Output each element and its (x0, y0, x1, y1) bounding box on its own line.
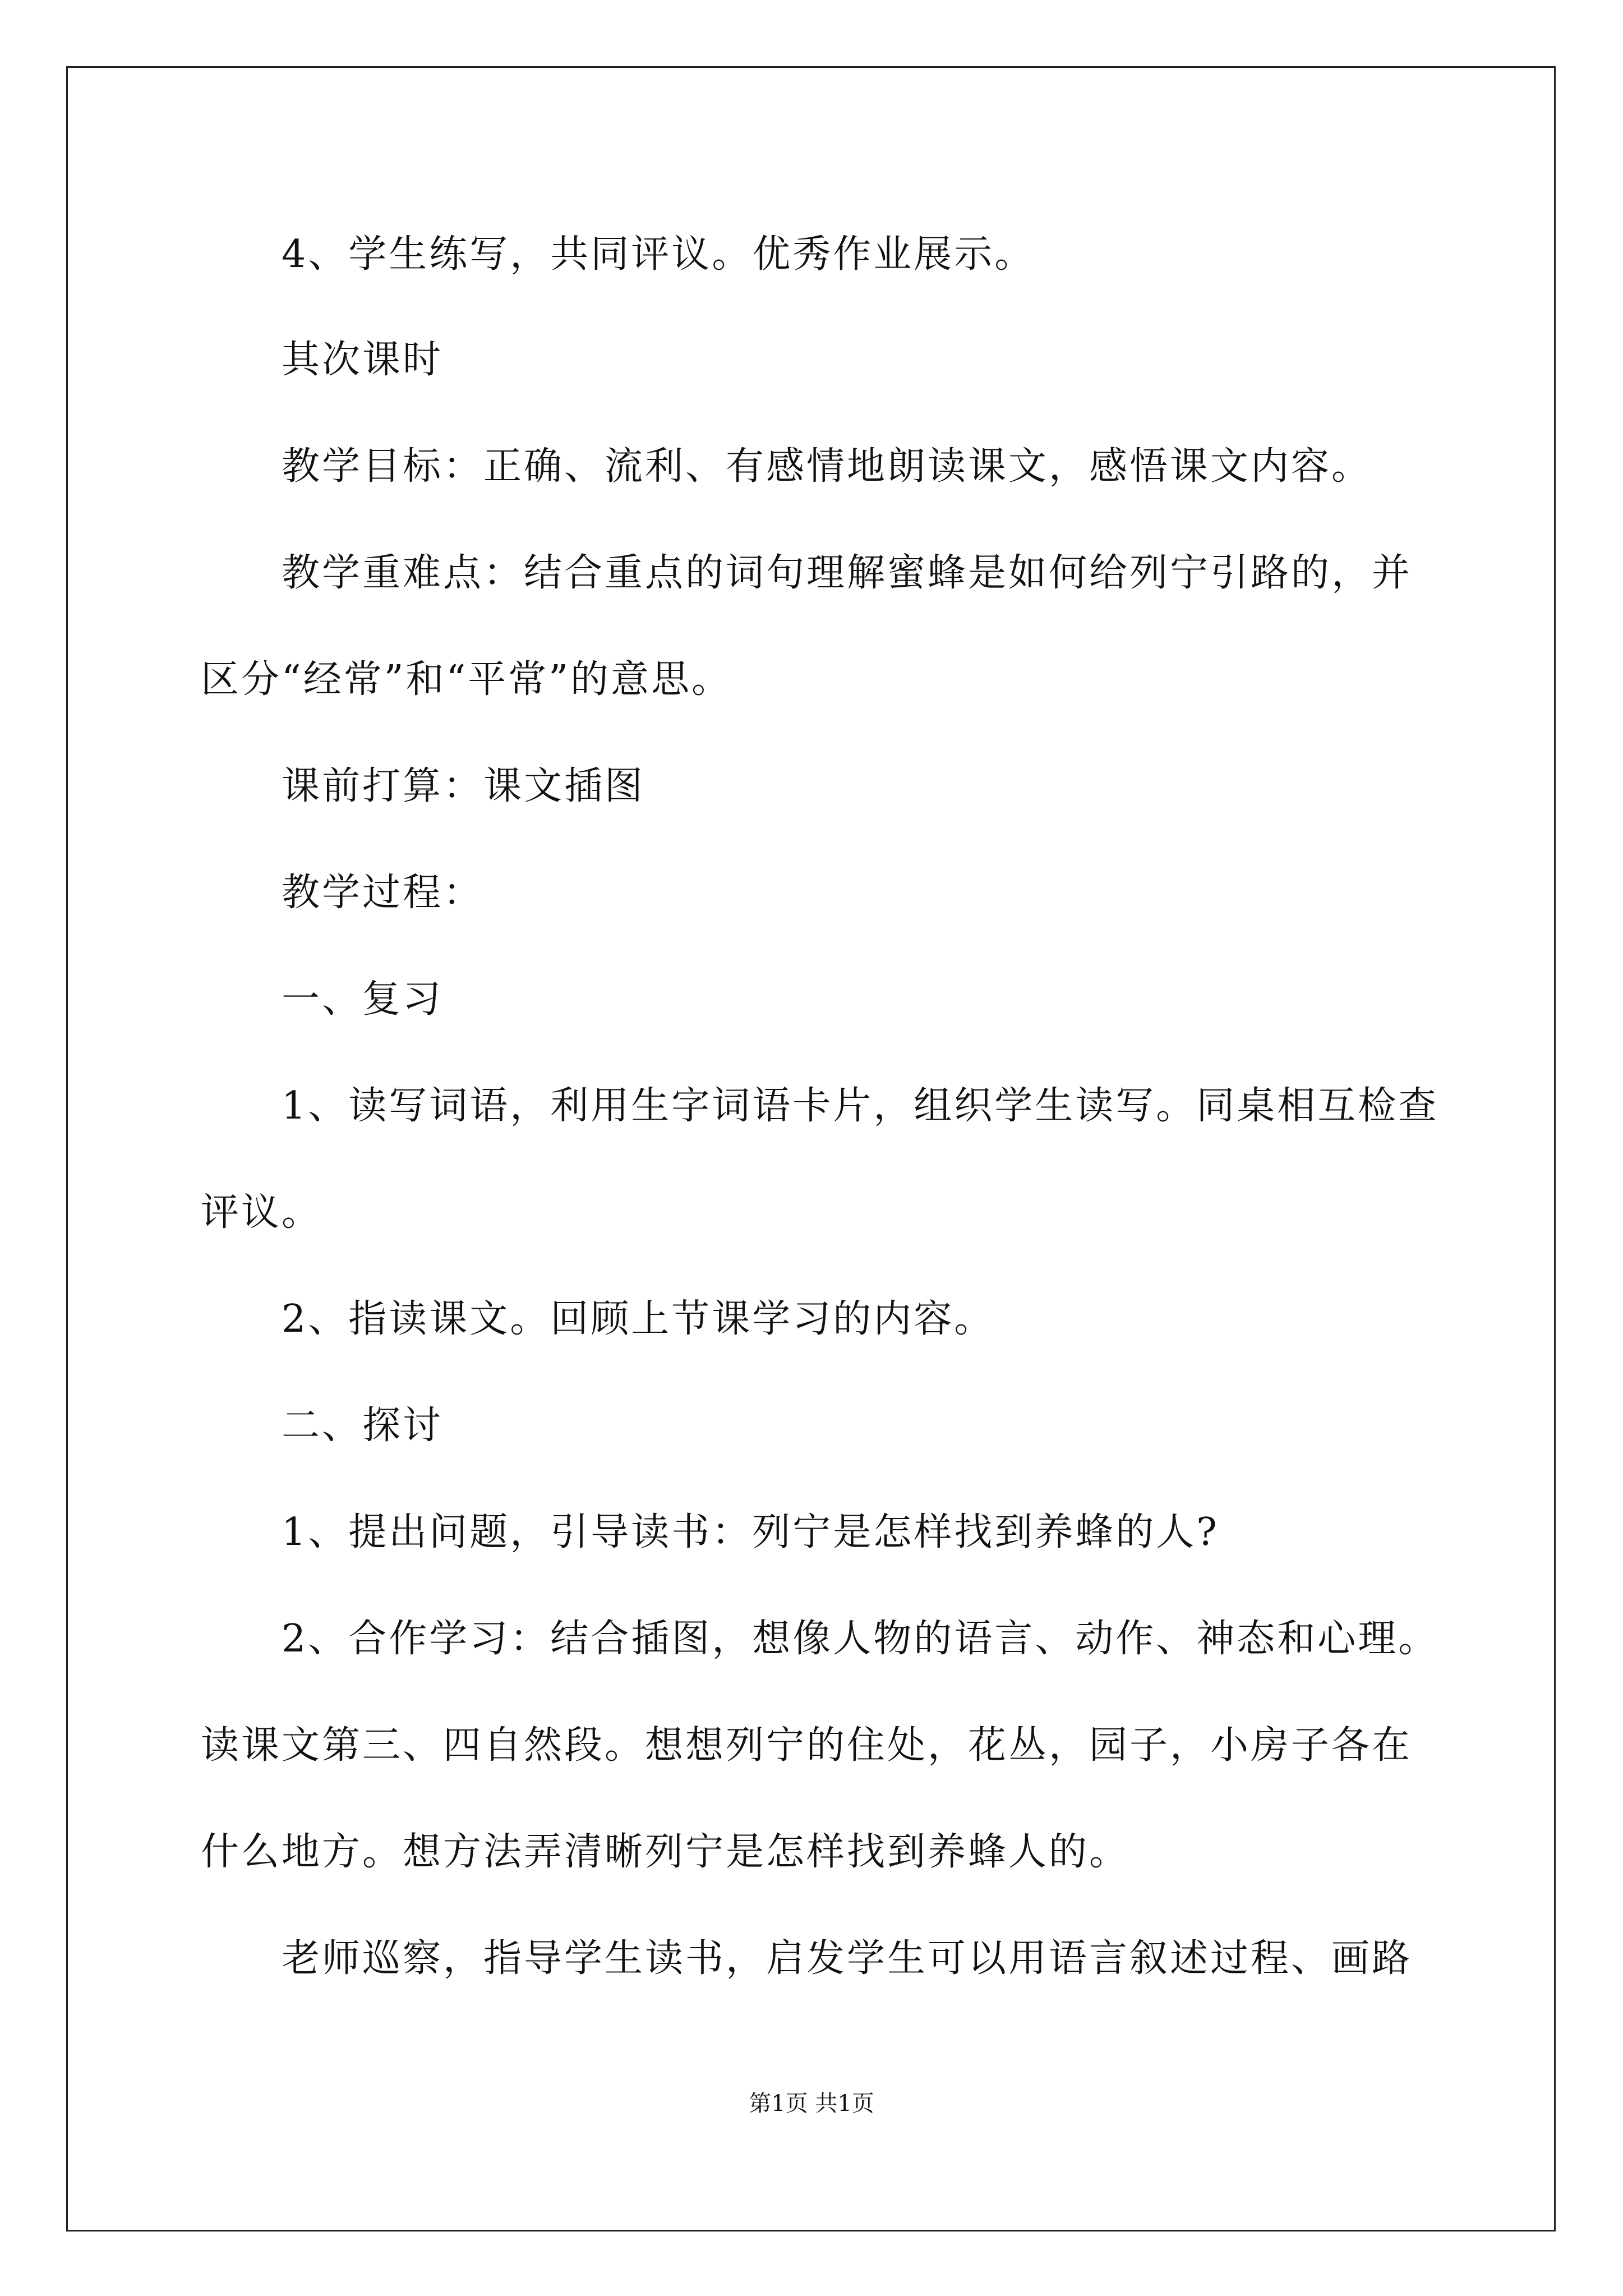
text-line: 2、指读课文。回顾上节课学习的内容。 (282, 1297, 995, 1341)
section-heading: 二、探讨 (282, 1404, 444, 1448)
text-line: 什么地方。想方法弄清晰列宁是怎样找到养蜂人的。 (201, 1830, 1130, 1874)
text-line: 教学过程： (282, 871, 484, 915)
text-line: 课前打算：课文插图 (282, 764, 645, 808)
text-line: 区分“经常”和“平常”的意思。 (201, 657, 732, 702)
text-line: 1、提出问题，引导读书：列宁是怎样找到养蜂的人? (282, 1510, 1219, 1554)
text-line: 评议。 (201, 1190, 322, 1235)
text-line: 读课文第三、四自然段。想想列宁的住处，花丛，园子，小房子各在 (201, 1723, 1413, 1768)
section-heading: 一、复习 (282, 977, 444, 1022)
text-line: 教学目标：正确、流利、有感情地朗读课文，感悟课文内容。 (282, 444, 1372, 489)
page-border (66, 66, 1556, 2231)
text-line: 教学重难点：结合重点的词句理解蜜蜂是如何给列宁引路的，并 (282, 551, 1413, 595)
text-line: 1、读写词语，利用生字词语卡片，组织学生读写。同桌相互检查 (282, 1084, 1439, 1128)
text-line: 4、学生练写，共同评议。优秀作业展示。 (282, 232, 1035, 277)
text-line: 2、合作学习：结合插图，想像人物的语言、动作、神态和心理。 (282, 1617, 1439, 1661)
section-heading: 其次课时 (282, 338, 444, 382)
text-line: 老师巡察，指导学生读书，启发学生可以用语言叙述过程、画路 (282, 1936, 1413, 1981)
page-footer: 第1页 共1页 (749, 2091, 874, 2116)
